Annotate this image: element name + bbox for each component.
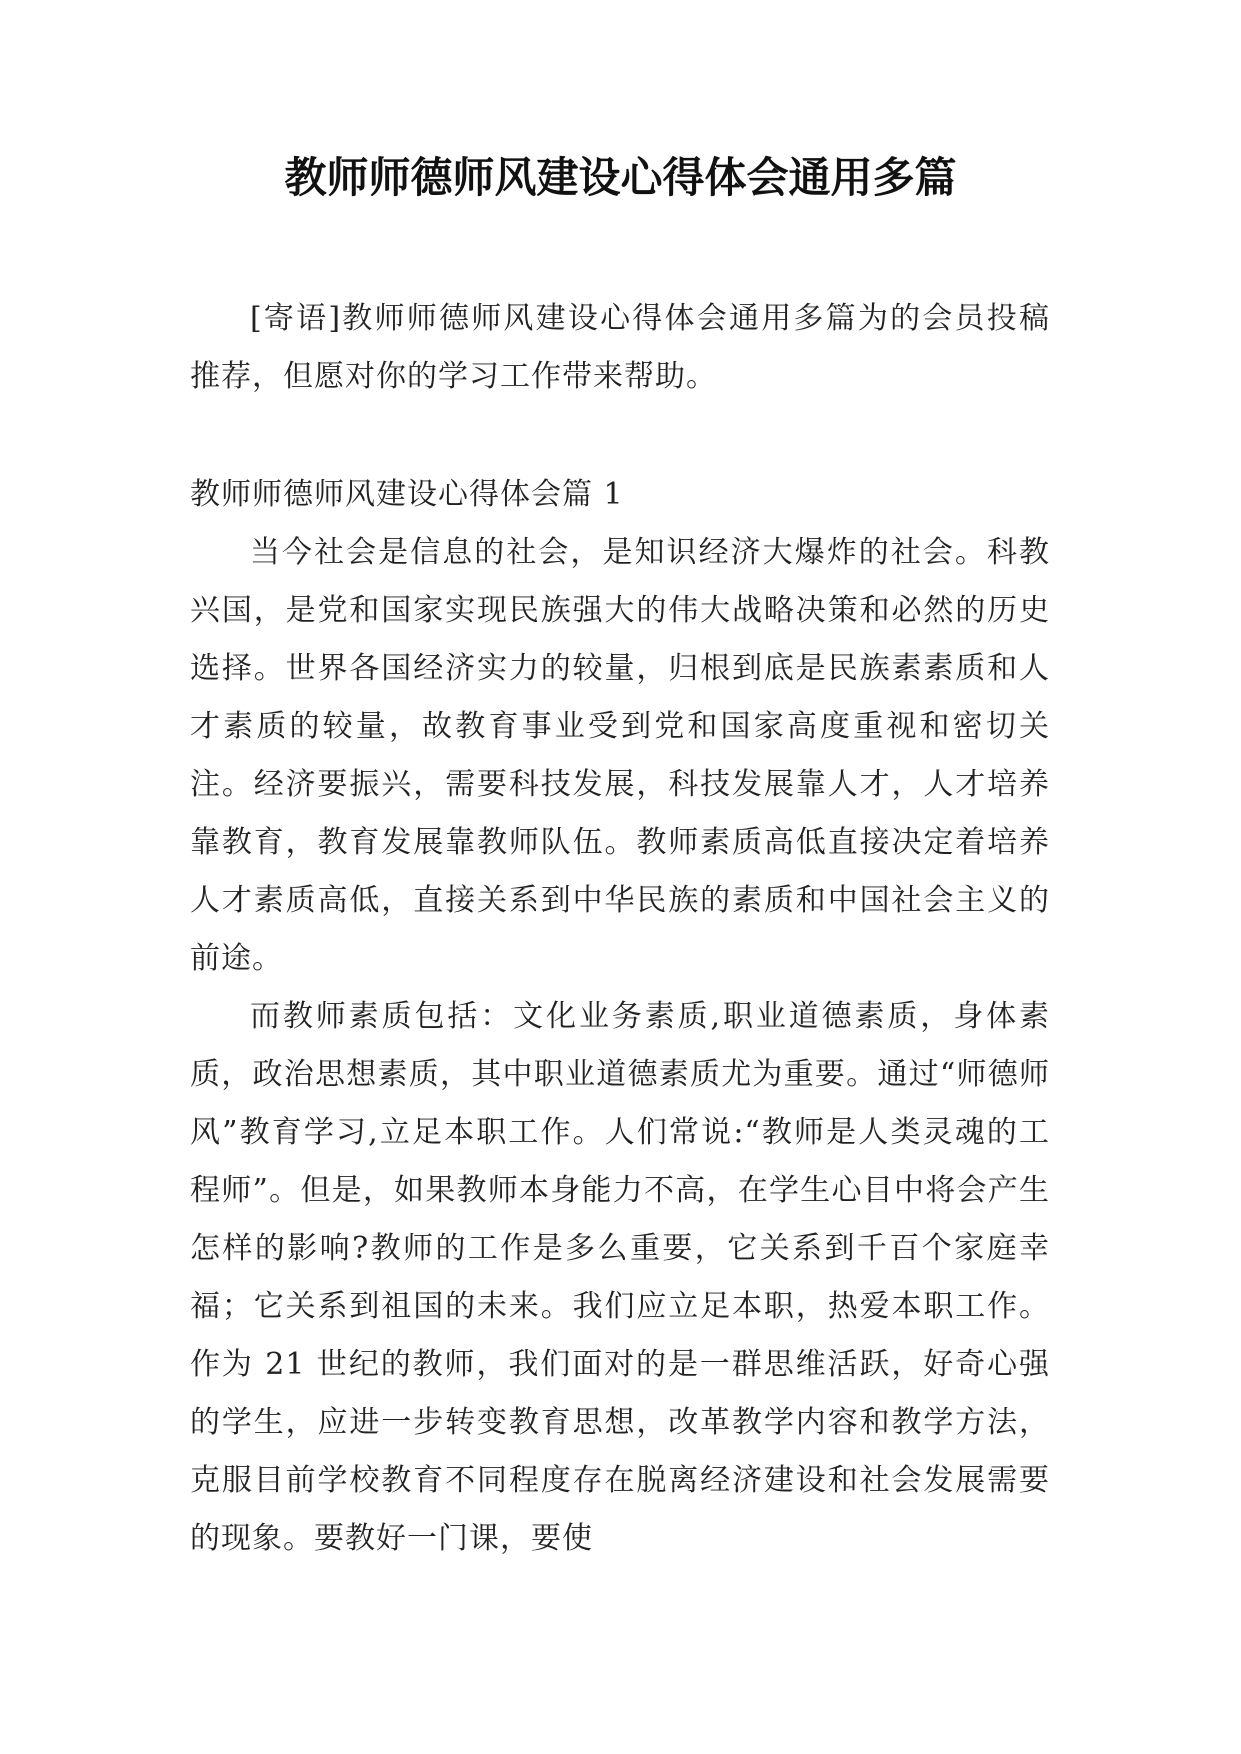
body-paragraph: 而教师素质包括：文化业务素质,职业道德素质，身体素质，政治思想素质，其中职业道德素质尤为重要。通过“师德师风”教育学习,立足本职工作。人们常说:“教师是人类灵魂的工程师”。但是，如果教师本身能力不高，在学生心目中将会产生怎样的影响?教师的工作是多么重要，它关系到千百个家庭幸福；它关系到祖国的未来。我们应立足本职，热爱本职工作。作为 21 世纪的教师，我们面对的是一群思维活跃，好奇心强的学生，应进一步转变教育思想，改革教学内容和教学方法，克服目前学校教育不同程度存在脱离经济建设和社会发展需要的现象。要教好一门课，要使 (190, 999, 1050, 1556)
document-body (190, 290, 1050, 1568)
lede-paragraph: [寄语]教师师德师风建设心得体会通用多篇为的会员投稿推荐，但愿对你的学习工作带来帮助。 (190, 301, 1050, 394)
section-heading: 教师师德师风建设心得体会篇 1 (190, 477, 624, 512)
section-1 (190, 466, 1050, 1568)
body-paragraph: 当今社会是信息的社会，是知识经济大爆炸的社会。科教兴国，是党和国家实现民族强大的伟大战略决策和必然的历史选择。世界各国经济实力的较量，归根到底是民族素素质和人才素质的较量，故教育事业受到党和国家高度重视和密切关注。经济要振兴，需要科技发展，科技发展靠人才，人才培养靠教育，教育发展靠教师队伍。教师素质高低直接决定着培养人才素质高低，直接关系到中华民族的素质和中国社会主义的前途。 (190, 535, 1050, 976)
document-title: 教师师德师风建设心得体会通用多篇 (284, 153, 957, 202)
